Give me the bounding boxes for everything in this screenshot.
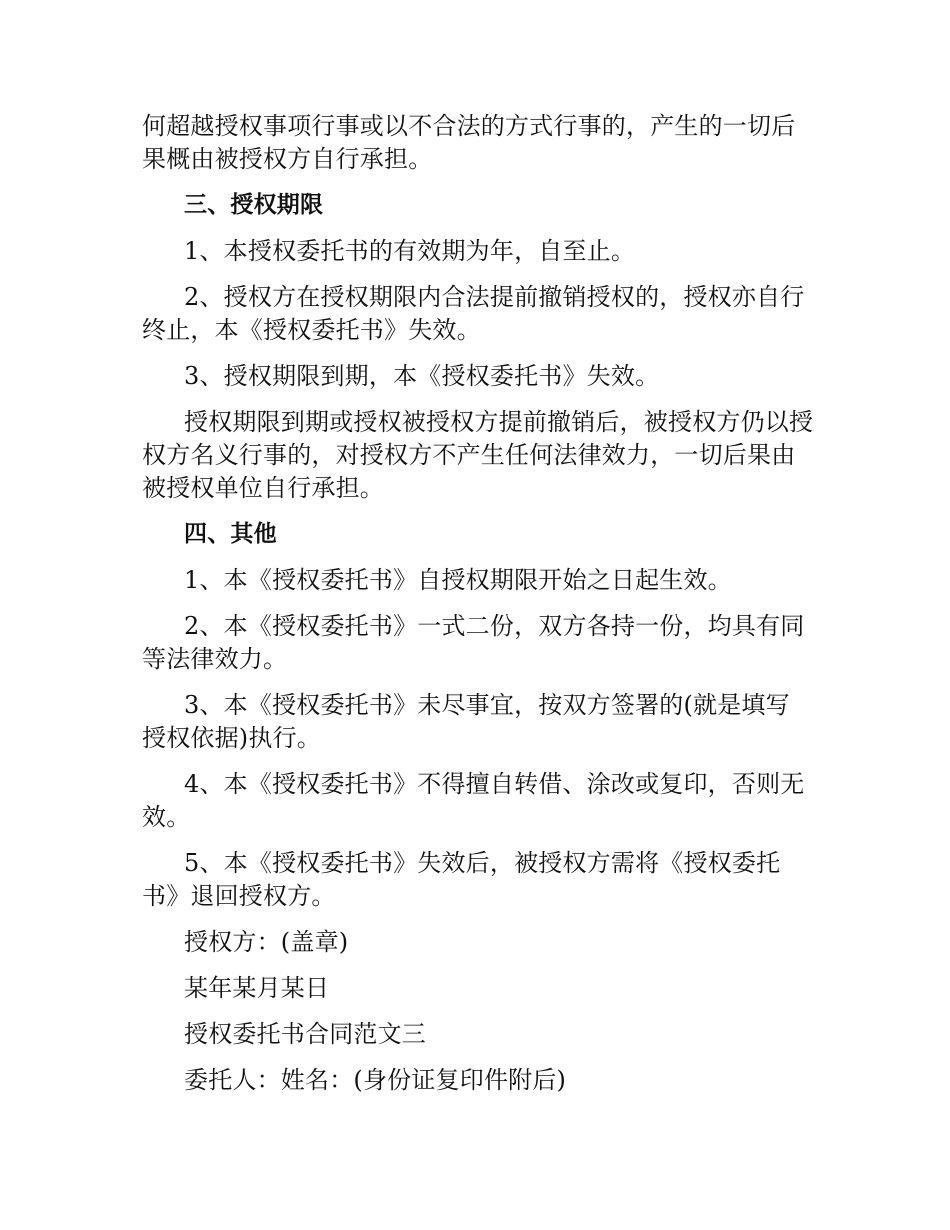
paragraph-continuation: 何超越授权事项行事或以不合法的方式行事的，产生的一切后果概由被授权方自行承担。 bbox=[142, 112, 796, 173]
clause-other-1: 1、本《授权委托书》自授权期限开始之日起生效。 bbox=[184, 566, 732, 594]
signature-date: 某年某月某日 bbox=[184, 974, 330, 1002]
clause-other-4: 4、本《授权委托书》不得擅自转借、涂改或复印，否则无效。 bbox=[142, 770, 805, 831]
sample-title: 授权委托书合同范文三 bbox=[184, 1020, 426, 1048]
clause-term-3: 3、授权期限到期，本《授权委托书》失效。 bbox=[184, 362, 660, 390]
clause-term-2: 2、授权方在授权期限内合法提前撤销授权的，授权亦自行终止，本《授权委托书》失效。 bbox=[142, 283, 805, 344]
principal-name-line: 委托人：姓名：(身份证复印件附后) bbox=[184, 1066, 567, 1094]
clause-other-2: 2、本《授权委托书》一式二份，双方各持一份，均具有同等法律效力。 bbox=[142, 612, 805, 673]
section-heading-term: 三、授权期限 bbox=[184, 192, 324, 218]
signature-authorizer: 授权方：(盖章) bbox=[184, 928, 349, 956]
clause-other-5: 5、本《授权委托书》失效后，被授权方需将《授权委托书》退回授权方。 bbox=[142, 849, 781, 910]
clause-term-note: 授权期限到期或授权被授权方提前撤销后，被授权方仍以授权方名义行事的，对授权方不产生任何法律效力，一切后果由被授权单位自行承担。 bbox=[142, 408, 814, 502]
section-heading-other: 四、其他 bbox=[184, 521, 277, 547]
clause-term-1: 1、本授权委托书的有效期为年，自至止。 bbox=[184, 237, 636, 265]
document-body bbox=[142, 110, 814, 1110]
clause-other-3: 3、本《授权委托书》未尽事宜，按双方签署的(就是填写授权依据)执行。 bbox=[142, 691, 790, 752]
